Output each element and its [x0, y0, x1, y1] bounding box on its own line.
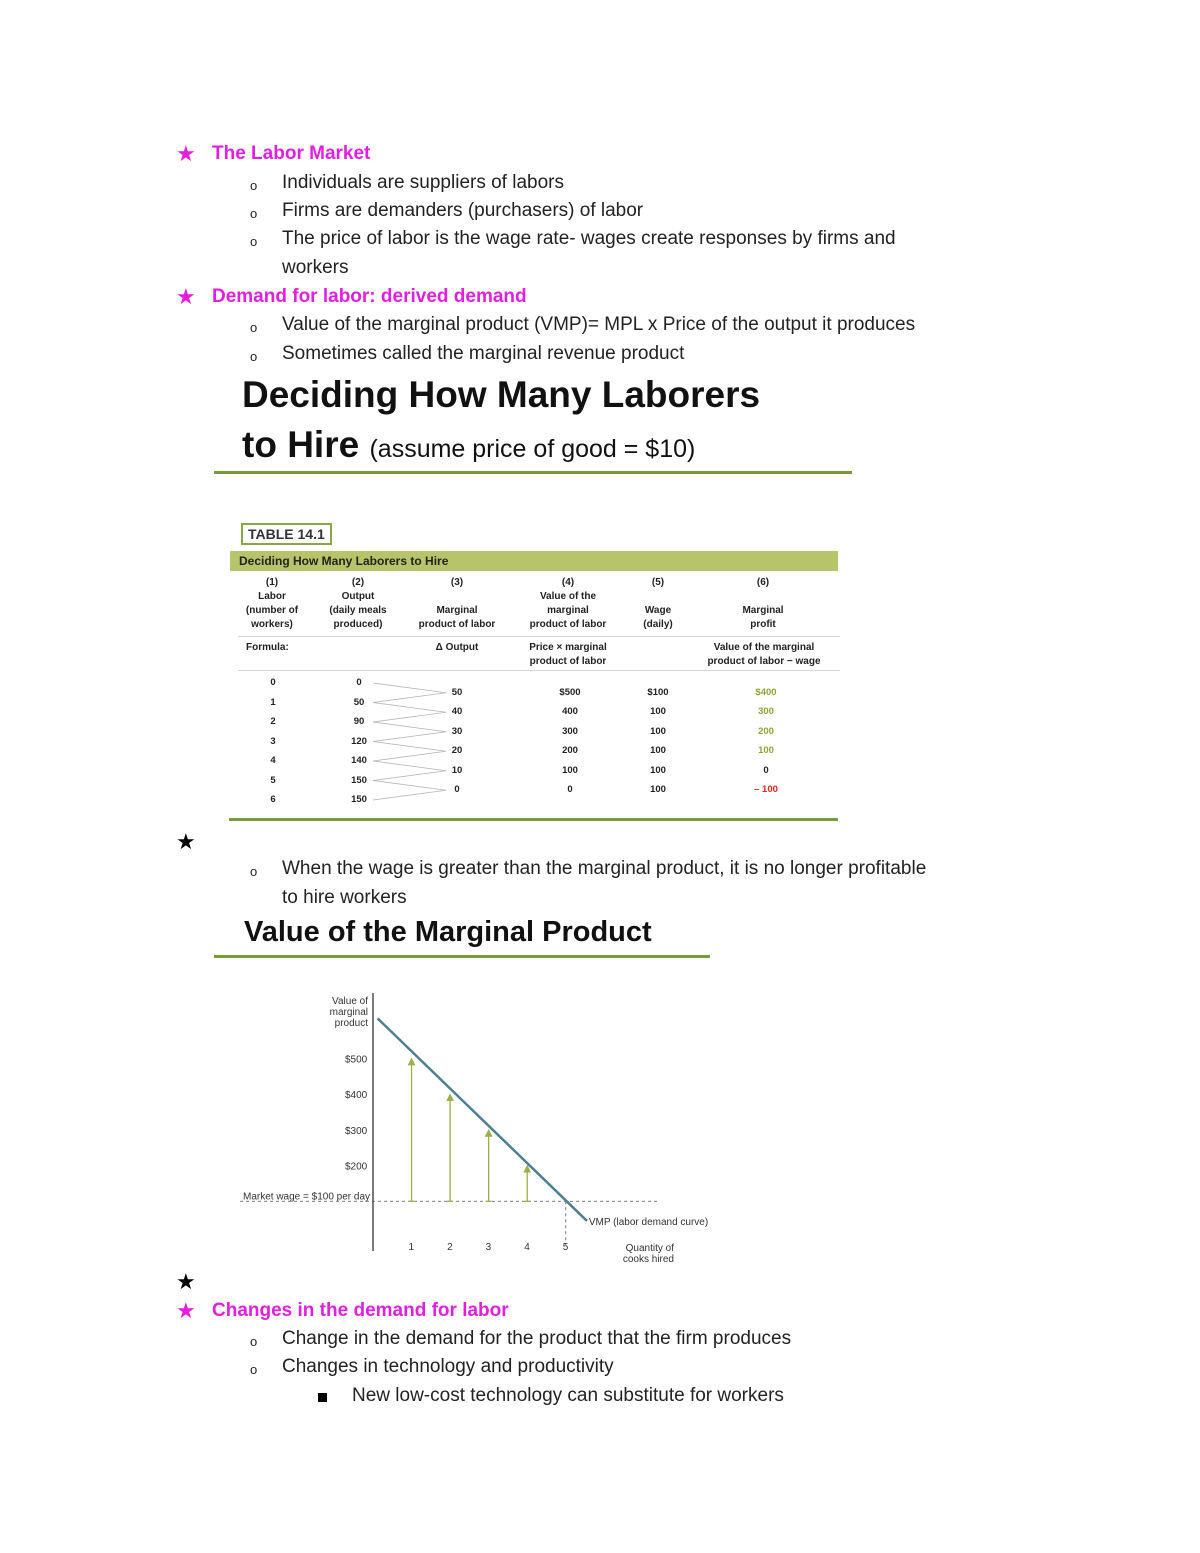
table-col-number: (1) [265, 577, 279, 588]
circle-bullet-icon: o [250, 349, 258, 364]
x-axis-label: cooks hired [622, 1254, 674, 1265]
x-tick-label: 5 [562, 1242, 569, 1253]
bullet-text: Sometimes called the marginal revenue product [282, 343, 685, 364]
y-tick-label: $400 [345, 1090, 368, 1102]
bullet-text: The price of labor is the wage rate- wages create responses by firms and [282, 228, 896, 249]
table-col-number: (3) [450, 577, 464, 588]
section-heading-derived-demand: Demand for labor: derived demand [212, 286, 527, 307]
table-cell-vmp: $500 [559, 686, 581, 698]
table-col-header: Labor (number of workers) [245, 591, 299, 630]
sub-bullet-text: New low-cost technology can substitute for workers [352, 1385, 784, 1406]
table-cell-output: 150 [351, 794, 367, 805]
table-cell-marginal-profit: $400 [755, 686, 777, 698]
table-cell-wage: 100 [650, 745, 666, 757]
bullet-text-continued: workers [282, 257, 349, 278]
bullet-text: Value of the marginal product (VMP)= MPL x Price of the output it produces [282, 314, 916, 335]
circle-bullet-icon: o [250, 320, 258, 335]
slide-title-line2 [242, 424, 695, 466]
star-bullet-icon: ★ [176, 1298, 196, 1323]
vmp-curve-label: VMP (labor demand curve) [588, 1216, 709, 1228]
y-axis-label: Value of [332, 996, 368, 1007]
bullet-text: Change in the demand for the product that the firm produces [282, 1328, 792, 1349]
table-col-number: (4) [561, 577, 575, 588]
table-cell-labor: 5 [270, 774, 276, 786]
table-connector-line [373, 771, 446, 781]
y-axis-label: marginal [329, 1007, 368, 1018]
table-connector-line [373, 722, 446, 732]
table-connector-line [373, 732, 446, 742]
circle-bullet-icon: o [250, 178, 258, 193]
table-connector-line [373, 712, 446, 722]
circle-bullet-icon: o [250, 206, 258, 221]
market-wage-label: Market wage = $100 per day [243, 1191, 371, 1203]
slide-title-main: to Hire [242, 424, 360, 465]
circle-bullet-icon: o [250, 234, 258, 249]
table-cell-marginal-profit: 300 [758, 706, 774, 718]
table-cell-wage: 100 [650, 706, 666, 718]
x-tick-label: 1 [408, 1242, 415, 1253]
table-cell-output: 0 [356, 677, 362, 688]
table-cell-output: 140 [351, 755, 367, 766]
table-cell-labor: 4 [270, 755, 276, 766]
bullet-text: Individuals are suppliers of labors [282, 172, 564, 193]
table-col-number: (5) [651, 577, 665, 588]
table-cell-marginal-profit: 200 [758, 725, 774, 737]
table-col-number: (6) [756, 577, 770, 588]
table-cell-vmp: 400 [562, 706, 578, 718]
table-formula-mp: Δ Output [435, 642, 479, 653]
table-connector-line [373, 751, 446, 761]
table-cell-labor: 6 [270, 794, 276, 805]
circle-bullet-icon: o [250, 864, 258, 879]
table-col-header: Marginal product of labor [418, 605, 496, 630]
star-bullet-icon: ★ [176, 829, 196, 854]
table-cell-marginal-profit: 0 [763, 764, 769, 776]
x-axis-label: Quantity of [625, 1243, 674, 1254]
table-cell-wage: 100 [650, 764, 666, 776]
table-cell-vmp: 0 [567, 784, 573, 796]
table-formula-profit: Value of the marginal product of labor − wage [707, 642, 821, 667]
vmp-curve-line [378, 1018, 587, 1221]
circle-bullet-icon: o [250, 1334, 258, 1349]
table-connector-line [373, 761, 446, 771]
table-cell-output: 120 [351, 735, 367, 747]
table-cell-marginal-product: 0 [454, 784, 460, 796]
table-cell-output: 150 [351, 774, 367, 786]
bullet-text: Changes in technology and productivity [282, 1356, 614, 1377]
table-cell-vmp: 100 [562, 764, 578, 776]
table-cell-wage: 100 [650, 725, 666, 737]
table-cell-marginal-product: 30 [451, 725, 463, 737]
x-tick-label: 4 [524, 1242, 530, 1253]
table-connector-line [373, 683, 446, 693]
vmp-chart [230, 985, 710, 1270]
table-cell-wage: 100 [650, 784, 666, 796]
x-tick-label: 3 [485, 1242, 492, 1253]
table-cell-marginal-product: 40 [451, 706, 463, 718]
table-formula-label: Formula: [246, 642, 289, 653]
table-col-header: Marginal profit [742, 605, 784, 630]
table-title-band: Deciding How Many Laborers to Hire [230, 551, 838, 571]
chart-slide-rule [214, 955, 710, 958]
table-connector-line [373, 781, 446, 791]
y-axis-label: product [334, 1018, 368, 1029]
table-cell-marginal-profit: – 100 [754, 784, 778, 796]
labor-table [230, 574, 838, 814]
table-bottom-rule [229, 818, 838, 821]
bullet-text-continued: to hire workers [282, 887, 407, 908]
y-tick-label: $500 [345, 1054, 368, 1066]
table-col-header: Output (daily meals produced) [329, 591, 387, 630]
table-connector-line [373, 790, 446, 800]
table-col-header: Wage (daily) [643, 605, 673, 630]
slide-title-line1: Deciding How Many Laborers [242, 374, 761, 415]
table-cell-vmp: 300 [562, 725, 578, 737]
table-number-label: TABLE 14.1 [241, 523, 332, 545]
table-cell-marginal-product: 50 [451, 686, 463, 698]
slide-title-subtitle: (assume price of good = $10) [369, 435, 696, 463]
table-cell-labor: 0 [270, 677, 276, 688]
y-tick-label: $200 [345, 1161, 368, 1173]
table-cell-marginal-product: 20 [451, 745, 463, 757]
slide-title-rule [214, 471, 852, 474]
bullet-text: When the wage is greater than the marginal product, it is no longer profitable [282, 858, 927, 879]
table-cell-vmp: 200 [562, 745, 578, 757]
table-col-number: (2) [351, 577, 365, 588]
table-cell-labor: 3 [270, 735, 276, 747]
bullet-text: Firms are demanders (purchasers) of labor [282, 200, 644, 221]
table-cell-labor: 2 [270, 716, 276, 727]
x-tick-label: 2 [447, 1242, 453, 1253]
table-cell-output: 50 [353, 696, 365, 708]
table-cell-marginal-product: 10 [451, 764, 463, 776]
table-col-header: Value of the marginal product of labor [529, 591, 607, 630]
table-cell-labor: 1 [270, 696, 276, 708]
section-heading-labor-market: The Labor Market [212, 143, 371, 164]
table-formula-vmp: Price × marginal product of labor [529, 642, 607, 667]
star-bullet-icon: ★ [176, 284, 196, 309]
star-bullet-icon: ★ [176, 141, 196, 166]
table-connector-line [373, 742, 446, 752]
table-connector-line [373, 703, 446, 713]
table-cell-wage: $100 [647, 686, 669, 698]
y-tick-label: $300 [345, 1125, 368, 1137]
circle-bullet-icon: o [250, 1362, 258, 1377]
square-bullet-icon [318, 1393, 327, 1402]
table-connector-line [373, 693, 446, 703]
section-heading-changes-demand: Changes in the demand for labor [212, 1300, 509, 1321]
table-cell-marginal-profit: 100 [758, 745, 774, 757]
chart-slide-title: Value of the Marginal Product [244, 916, 652, 948]
star-bullet-icon: ★ [176, 1269, 196, 1294]
table-cell-output: 90 [353, 716, 365, 727]
